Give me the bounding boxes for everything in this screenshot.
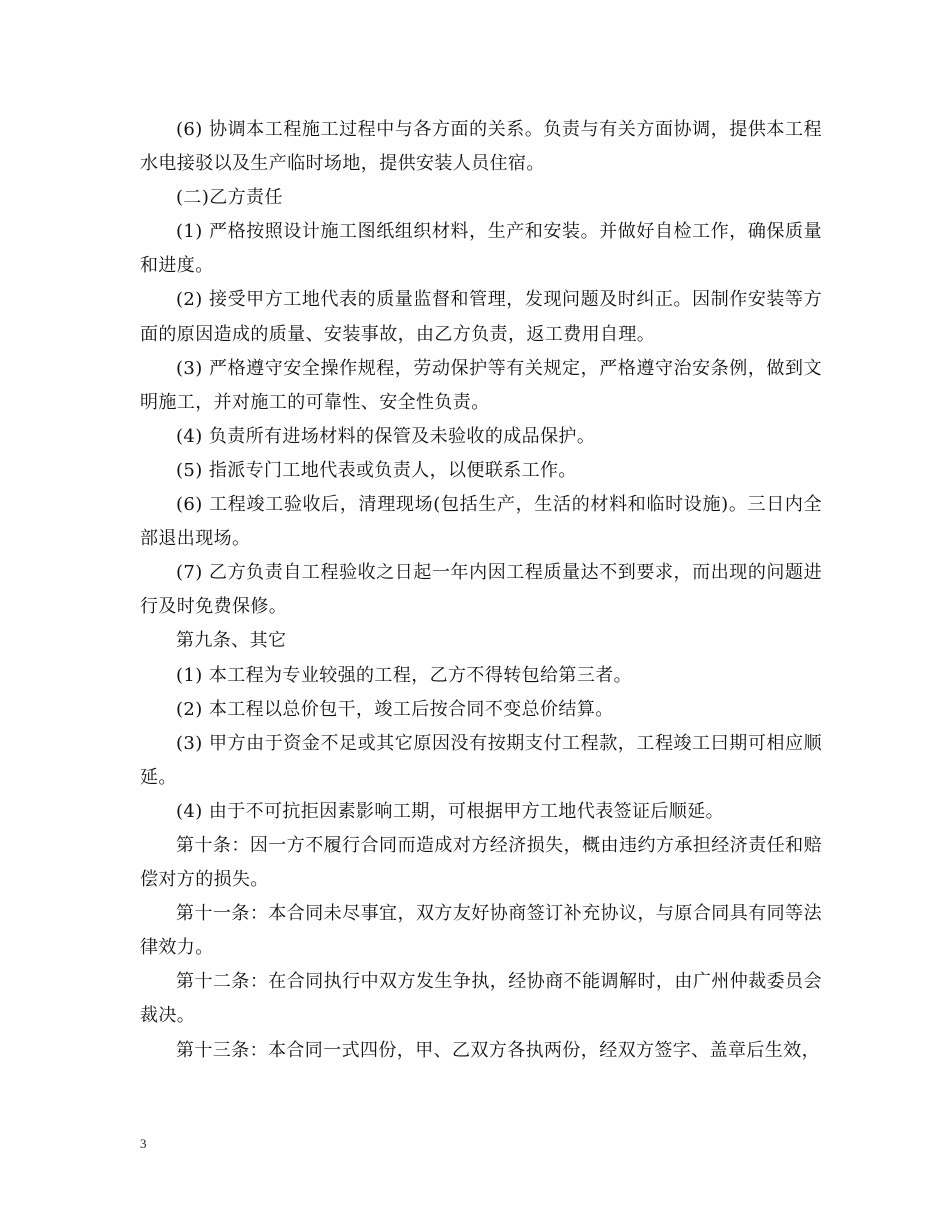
paragraph-party-b-item-1: (1) 严格按照设计施工图纸组织材料，生产和安装。并做好自检工作，确保质量和进度。 (140, 221, 822, 277)
paragraph-party-b-item-4: (4) 负责所有进场材料的保管及未验收的成品保护。 (176, 425, 596, 447)
paragraph-party-b-item-2: (2) 接受甲方工地代表的质量监督和管理，发现问题及时纠正。因制作安装等方面的原因造成的质量、安装事故，由乙方负责，返工费用自理。 (140, 289, 822, 345)
paragraph-article-9-item-3: (3) 甲方由于资金不足或其它原因没有按期支付工程款，工程竣工曰期可相应顺延。 (140, 732, 822, 788)
article-11: 第十一条：本合同未尽事宜，双方友好协商签订补充协议，与原合同具有同等法律效力。 (140, 903, 822, 959)
article-10: 第十条：因一方不履行合同而造成对方经济损失，概由违约方承担经济责任和赔偿对方的损失。 (140, 834, 822, 891)
paragraph-party-b-item-3: (3) 严格遵守安全操作规程，劳动保护等有关规定，严格遵守治安条例，做到文明施工，并对施工的可靠性、安全性负责。 (140, 357, 822, 413)
paragraph-article-9-item-4: (4) 由于不可抗拒因素影响工期，可根据甲方工地代表签证后顺延。 (176, 800, 725, 822)
paragraph-article-9-item-2: (2) 本工程以总价包干，竣工后按合同不变总价结算。 (176, 698, 614, 720)
page-number: 3 (140, 1136, 147, 1151)
paragraph-party-a-item-6: (6) 协调本工程施工过程中与各方面的关系。负责与有关方面协调，提供本工程水电接驳以及生产临时场地，提供安装人员住宿。 (140, 119, 822, 175)
paragraph-party-b-item-6: (6) 工程竣工验收后，清理现场(包括生产，生活的材料和临时设施)。三日内全部退出现场。 (140, 494, 822, 550)
section-heading-party-b: (二)乙方责任 (176, 187, 283, 209)
document-body (140, 113, 822, 1068)
paragraph-party-b-item-7: (7) 乙方负责自工程验收之日起一年内因工程质量达不到要求，而出现的问题进行及时免费保修。 (140, 562, 822, 618)
article-13: 第十三条：本合同一式四份，甲、乙双方各执两份，经双方签字、盖章后生效， (176, 1039, 820, 1061)
paragraph-party-b-item-5: (5) 指派专门工地代表或负责人，以便联系工作。 (176, 459, 577, 481)
article-9-heading: 第九条、其它 (176, 630, 287, 652)
paragraph-article-9-item-1: (1) 本工程为专业较强的工程，乙方不得转包给第三者。 (176, 664, 633, 686)
article-12: 第十二条：在合同执行中双方发生争执，经协商不能调解时，由广州仲裁委员会裁决。 (140, 971, 822, 1027)
